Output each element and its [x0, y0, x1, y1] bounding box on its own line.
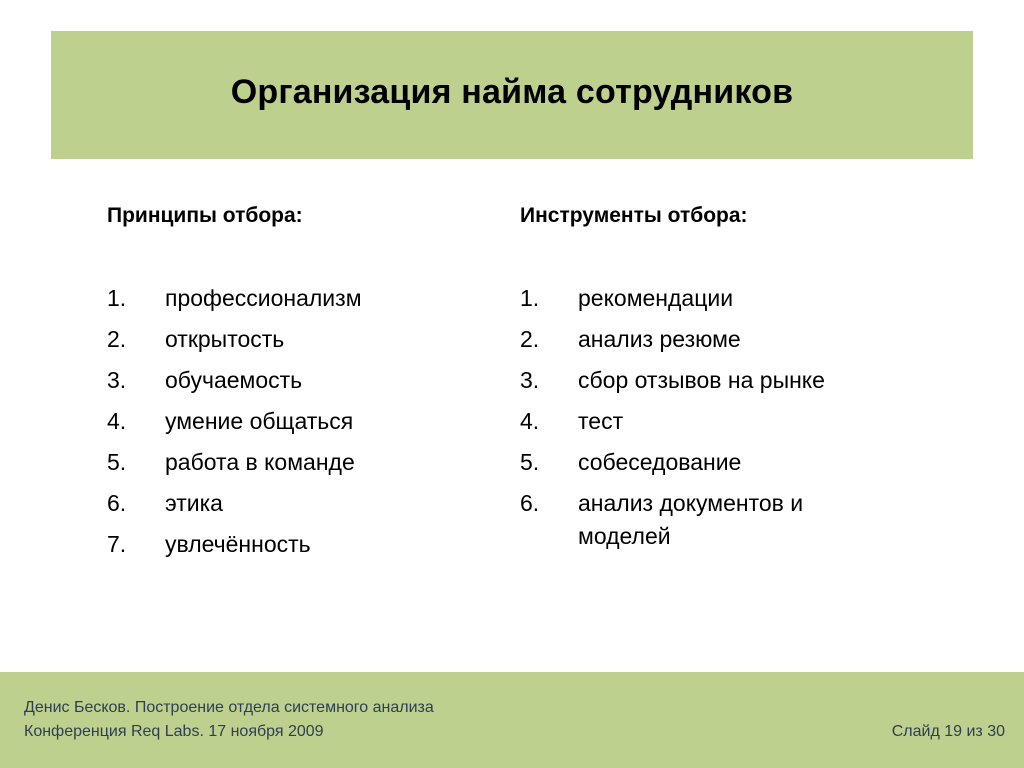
- footer-author: Денис Бесков. Построение отдела системного анализа: [24, 699, 434, 716]
- item-number: 5.: [107, 449, 127, 475]
- item-number: 1.: [107, 285, 127, 311]
- list-item: [520, 487, 900, 553]
- footer-conference: Конференция Req Labs. 17 ноября 2009: [24, 723, 324, 740]
- list-item: [107, 323, 487, 356]
- item-number: 7.: [107, 531, 127, 557]
- title-band: [51, 31, 973, 159]
- item-text: рекомендации: [578, 285, 734, 311]
- item-text: собеседование: [578, 449, 742, 475]
- item-text: умение общаться: [165, 408, 354, 434]
- item-number: 1.: [520, 285, 540, 311]
- item-text: открытость: [165, 326, 285, 352]
- item-text: сбор отзывов на рынке: [578, 367, 825, 393]
- slide-title: Организация найма сотрудников: [230, 72, 794, 111]
- item-number: 2.: [107, 326, 127, 352]
- slide-number: Слайд 19 из 30: [891, 723, 1005, 740]
- item-text: тест: [578, 408, 624, 434]
- item-text: обучаемость: [165, 367, 303, 393]
- list-item: [520, 364, 900, 397]
- list-item: [107, 282, 487, 315]
- list-item: [107, 446, 487, 479]
- list-item: [520, 323, 900, 356]
- item-number: 3.: [520, 367, 540, 393]
- item-text: увлечённость: [165, 531, 311, 557]
- list-item: [107, 405, 487, 438]
- item-number: 6.: [107, 490, 127, 516]
- item-number: 5.: [520, 449, 540, 475]
- list-item: [107, 364, 487, 397]
- item-number: 6.: [520, 490, 540, 516]
- item-number: 3.: [107, 367, 127, 393]
- list-item: [520, 405, 900, 438]
- tools-column: [520, 200, 900, 561]
- list-item: [107, 528, 487, 561]
- item-text: анализ резюме: [578, 326, 741, 352]
- principles-list: [107, 282, 487, 561]
- list-item: [520, 446, 900, 479]
- list-item: [520, 282, 900, 315]
- item-text: работа в команде: [165, 449, 355, 475]
- principles-heading: Принципы отбора:: [107, 204, 303, 227]
- item-number: 4.: [107, 408, 127, 434]
- principles-column: [107, 200, 487, 569]
- tools-heading: Инструменты отбора:: [520, 204, 748, 227]
- item-number: 2.: [520, 326, 540, 352]
- item-text: профессионализм: [165, 285, 362, 311]
- item-text: этика: [165, 490, 223, 516]
- tools-list: [520, 282, 900, 553]
- item-text: анализ документов и моделей: [578, 490, 804, 549]
- list-item: [107, 487, 487, 520]
- footer-band: [0, 672, 1024, 768]
- item-number: 4.: [520, 408, 540, 434]
